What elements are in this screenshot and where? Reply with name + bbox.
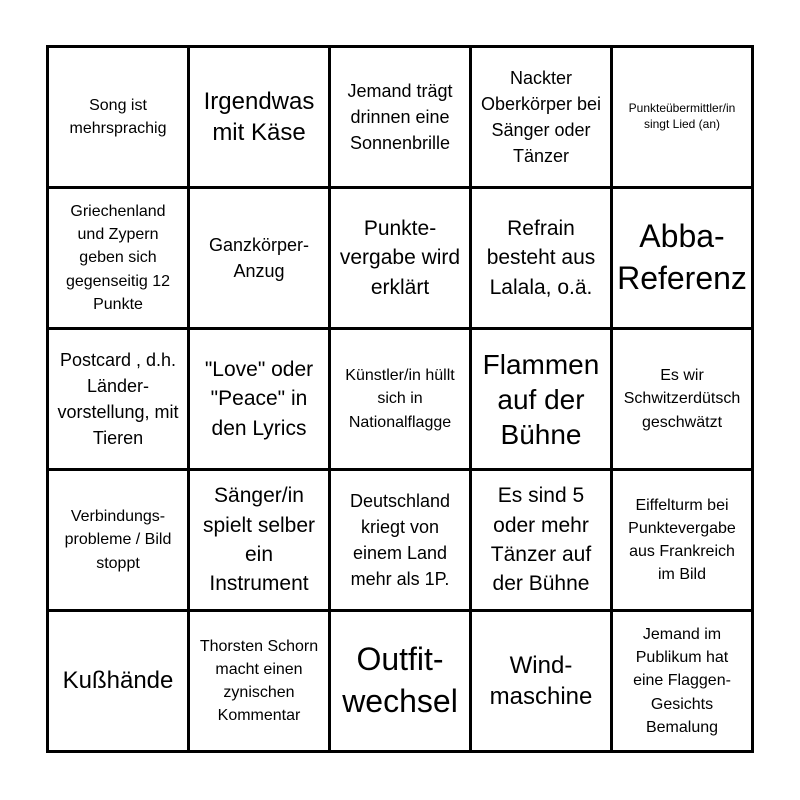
bingo-cell-r1c1[interactable] [49, 48, 187, 186]
bingo-cell-text: Thorsten Schorn macht einen zynischen Kommentar [199, 637, 319, 725]
bingo-cell-text: Griechenland und Zypern geben sich gegenseitig 12 Punkte [65, 203, 171, 313]
bingo-cell-text: Punkteübermittler/in singt Lied (an) [628, 101, 736, 131]
bingo-cell-text: Postcard , d.h. Länder-vorstellung, mit Tieren [57, 349, 179, 449]
bingo-cell-text: Jemand im Publikum hat eine Flaggen-Gesichts Bemalung [633, 626, 731, 736]
bingo-cell-text: Eiffelturm bei Punktevergabe aus Frankreich im Bild [628, 496, 736, 584]
bingo-cell-text: Deutschland kriegt von einem Land mehr als 1P. [349, 490, 451, 590]
bingo-cell-text: Jemand trägt drinnen eine Sonnenbrille [347, 80, 453, 154]
bingo-cell-r2c2[interactable] [190, 189, 328, 327]
bingo-cell-r1c3[interactable] [331, 48, 469, 186]
bingo-cell-text: Sänger/in spielt selber ein Instrument [202, 484, 316, 596]
bingo-cell-r5c1[interactable] [49, 612, 187, 750]
bingo-cell-r1c2[interactable] [190, 48, 328, 186]
bingo-cell-text: Es sind 5 oder mehr Tänzer auf der Bühne [490, 484, 592, 596]
bingo-cell-text: Abba-Referenz [617, 218, 747, 296]
bingo-cell-r4c4[interactable] [472, 471, 610, 609]
bingo-cell-r4c3[interactable] [331, 471, 469, 609]
bingo-cell-text: Kußhände [62, 667, 174, 695]
bingo-cell-r3c1[interactable] [49, 330, 187, 468]
bingo-cell-text: "Love" oder "Peace" in den Lyrics [204, 357, 314, 440]
bingo-cell-r1c5[interactable] [613, 48, 751, 186]
bingo-cell-text: Song ist mehrsprachig [69, 96, 167, 137]
bingo-cell-text: Es wir Schwitzerdütsch geschwätzt [623, 367, 741, 431]
bingo-cell-r5c5[interactable] [613, 612, 751, 750]
bingo-cell-r2c1[interactable] [49, 189, 187, 327]
bingo-board [46, 45, 754, 753]
bingo-cell-text: Punkte-vergabe wird erklärt [339, 216, 461, 299]
bingo-cell-r4c2[interactable] [190, 471, 328, 609]
bingo-cell-r4c1[interactable] [49, 471, 187, 609]
bingo-cell-r3c3[interactable] [331, 330, 469, 468]
bingo-cell-text: Flammen auf der Bühne [482, 348, 600, 450]
bingo-cell-text: Nackter Oberkörper bei Sänger oder Tänzer [480, 67, 602, 167]
bingo-cell-r3c4[interactable] [472, 330, 610, 468]
bingo-cell-text: Irgendwas mit Käse [203, 87, 315, 146]
bingo-cell-r1c4[interactable] [472, 48, 610, 186]
bingo-cell-text: Verbindungs-probleme / Bild stoppt [64, 508, 172, 572]
bingo-cell-r3c5[interactable] [613, 330, 751, 468]
bingo-cell-text: Ganzkörper-Anzug [208, 234, 310, 281]
bingo-cell-r4c5[interactable] [613, 471, 751, 609]
bingo-cell-text: Refrain besteht aus Lalala, o.ä. [486, 216, 596, 299]
bingo-cell-r2c4[interactable] [472, 189, 610, 327]
bingo-cell-text: Wind-maschine [489, 651, 593, 710]
bingo-cell-text: Outfit-wechsel [342, 641, 458, 719]
bingo-cell-r5c2[interactable] [190, 612, 328, 750]
bingo-cell-r5c3[interactable] [331, 612, 469, 750]
bingo-cell-r2c3[interactable] [331, 189, 469, 327]
bingo-cell-text: Künstler/in hüllt sich in Nationalflagge [345, 367, 455, 431]
bingo-cell-r2c5[interactable] [613, 189, 751, 327]
bingo-cell-r3c2[interactable] [190, 330, 328, 468]
bingo-cell-r5c4[interactable] [472, 612, 610, 750]
